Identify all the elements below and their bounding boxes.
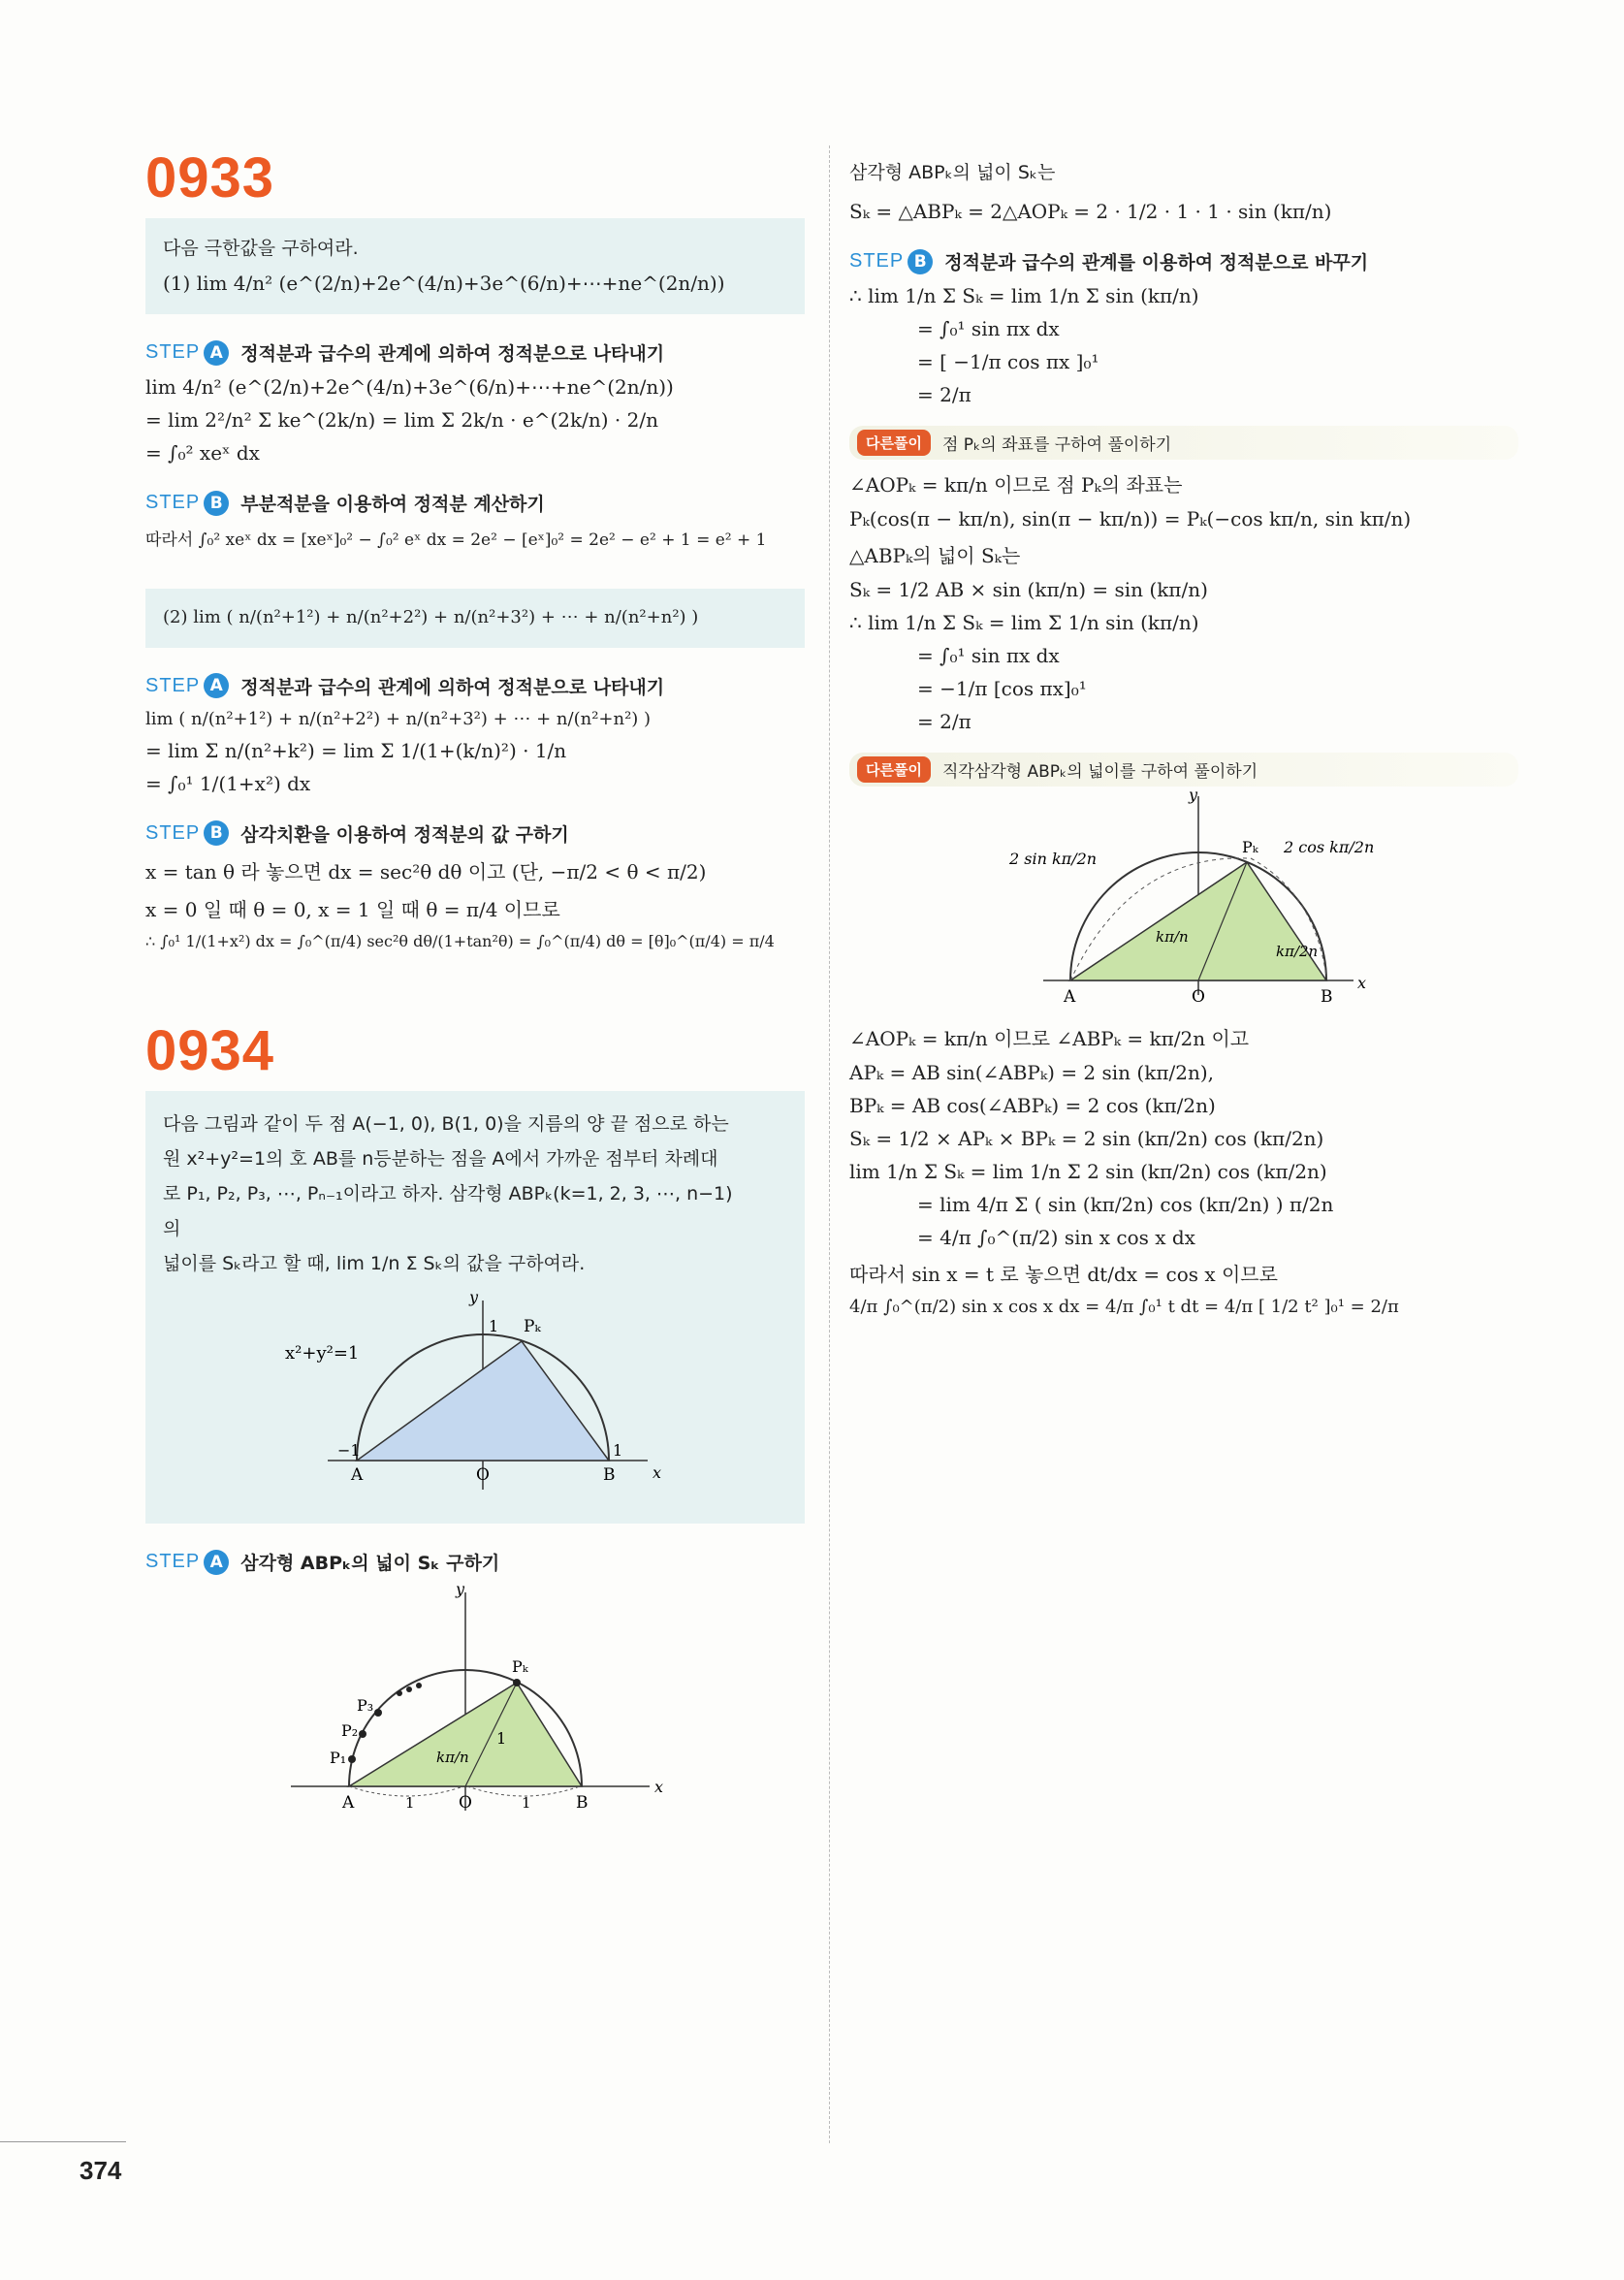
math-line: ∠AOPₖ = kπ/n 이므로 점 Pₖ의 좌표는	[849, 473, 1183, 498]
point-o-label: O	[1192, 987, 1205, 1008]
math-line: Sₖ = △ABPₖ = 2△AOPₖ = 2 · 1/2 · 1 · 1 · sin (kπ/n)	[849, 200, 1332, 224]
math-line: APₖ = AB sin(∠ABPₖ) = 2 sin (kπ/2n),	[849, 1061, 1214, 1085]
step-b-heading	[849, 248, 1518, 274]
alt-title: 직각삼각형 ABPₖ의 넓이를 구하여 풀이하기	[941, 762, 1258, 783]
step-a-badge: A	[204, 1550, 229, 1575]
math-line: 따라서 sin x = t 로 놓으면 dt/dx = cos x 이므로	[849, 1263, 1278, 1287]
dot	[416, 1683, 422, 1688]
step-label: STEP	[849, 250, 905, 273]
page-number: 374	[80, 2156, 122, 2185]
figure-semicircle-question	[163, 1281, 783, 1504]
question-text: 다음 그림과 같이 두 점 A(−1, 0), B(1, 0)을 지름의 양 끝 점으로 하는	[163, 1112, 729, 1135]
step-a-title: 정적분과 급수의 관계에 의하여 정적분으로 나타내기	[240, 343, 665, 365]
math-line: lim 1/n Σ Sₖ = lim 1/n Σ 2 sin (kπ/2n) cos (kπ/2n)	[849, 1160, 1327, 1184]
point-o-label: O	[459, 1793, 472, 1814]
point-p3	[374, 1709, 382, 1717]
math-line: Sₖ = 1/2 AB × sin (kπ/n) = sin (kπ/n)	[849, 578, 1208, 602]
step-label: STEP	[145, 341, 201, 363]
alt-tag: 다른풀이	[857, 430, 931, 456]
step-label: STEP	[145, 1551, 201, 1573]
x-label: x	[1357, 974, 1367, 993]
question-text: 의	[163, 1218, 181, 1240]
math-line: = [ −1/π cos πx ]₀¹	[917, 350, 1099, 374]
step-a-badge: A	[204, 340, 229, 366]
math-line: Pₖ(cos(π − kπ/n), sin(π − kπ/n)) = Pₖ(−cos kπ/n, sin kπ/n)	[849, 507, 1412, 531]
math-line: lim 4/n² (e^(2/n)+2e^(4/n)+3e^(6/n)+⋯+ne^(2n/n))	[145, 375, 674, 399]
math-line: = ∫₀¹ 1/(1+x²) dx	[145, 771, 311, 795]
math-line: = −1/π [cos πx]₀¹	[917, 677, 1087, 701]
step-b-heading	[145, 820, 805, 847]
step-b-badge: B	[908, 249, 933, 274]
math-line: = lim 2²/n² Σ ke^(2k/n) = lim Σ 2k/n · e^(2k/n) · 2/n	[145, 408, 658, 432]
math-line: ∴ lim 1/n Σ Sₖ = lim 1/n Σ sin (kπ/n)	[849, 284, 1199, 308]
angle-b-label: kπ/2n	[1276, 943, 1319, 961]
point-a-label: A	[1064, 987, 1076, 1008]
step-a-badge: A	[204, 673, 229, 698]
math-line: △ABPₖ의 넓이 Sₖ는	[849, 544, 1021, 568]
point-p1	[348, 1755, 356, 1763]
math-line: lim ( n/(n²+1²) + n/(n²+2²) + n/(n²+3²) + ⋯ + n/(n²+n²) )	[145, 708, 652, 729]
text-line: 삼각형 ABPₖ의 넓이 Sₖ는	[849, 162, 1056, 183]
figure-step-a	[145, 1583, 766, 1825]
neg-one-label: −1	[337, 1441, 361, 1461]
y-label: y	[469, 1288, 479, 1307]
step-a-heading	[145, 1549, 805, 1575]
right-column	[849, 155, 1518, 1327]
question-box-0933	[145, 218, 805, 314]
math-line: x = tan θ 라 놓으면 dx = sec²θ dθ 이고 (단, −π/2 < θ < π/2)	[145, 859, 707, 883]
alt-tag: 다른풀이	[857, 756, 931, 783]
math-line: = 2/π	[917, 710, 971, 734]
math-line: 따라서 ∫₀² xeˣ dx = [xeˣ]₀² − ∫₀² eˣ dx = 2e² − [eˣ]₀² = 2e² − e² + 1 = e² + 1	[145, 530, 767, 550]
math-line: = ∫₀¹ sin πx dx	[917, 317, 1060, 341]
math-line: ∴ ∫₀¹ 1/(1+x²) dx = ∫₀^(π/4) sec²θ dθ/(1+tan²θ) = ∫₀^(π/4) dθ = [θ]₀^(π/4) = π/4	[145, 931, 775, 950]
y-label: y	[456, 1583, 465, 1599]
dot	[397, 1690, 402, 1696]
step-a-title: 정적분과 급수의 관계에 의하여 정적분으로 나타내기	[240, 676, 665, 698]
point-o-label: O	[476, 1465, 490, 1486]
one-right-label: 1	[613, 1441, 623, 1461]
alt-solution-2-heading	[849, 753, 1518, 787]
math-line: ∠AOPₖ = kπ/n 이므로 ∠ABPₖ = kπ/2n 이고	[849, 1027, 1250, 1051]
math-line: = lim Σ n/(n²+k²) = lim Σ 1/(1+(k/n)²) · 1/n	[145, 738, 567, 762]
x-label: x	[654, 1778, 664, 1797]
alt-title: 점 Pₖ의 좌표를 구하여 풀이하기	[941, 435, 1172, 456]
step-b-title: 삼각치환을 이용하여 정적분의 값 구하기	[240, 823, 569, 846]
problem-number-0933: 0933	[145, 146, 275, 209]
step-b-badge: B	[204, 820, 229, 846]
math-line: = ∫₀² xeˣ dx	[145, 441, 260, 465]
alt-solution-1-heading	[849, 426, 1518, 460]
ob-length-label: 1	[522, 1794, 531, 1813]
math-line: = 2/π	[917, 383, 971, 407]
radius-label: 1	[496, 1729, 507, 1749]
point-a-label: A	[351, 1465, 364, 1486]
problem-number-0934: 0934	[145, 1018, 275, 1082]
bp-length-label: 2 cos kπ/2n	[1284, 838, 1375, 857]
step-a-heading	[145, 339, 805, 366]
circle-equation-label: x²+y²=1	[285, 1343, 360, 1365]
x-label: x	[653, 1463, 662, 1483]
question-box-0934	[145, 1091, 805, 1524]
figure-right-triangle	[849, 787, 1470, 1010]
math-line: Sₖ = 1/2 × APₖ × BPₖ = 2 sin (kπ/2n) cos (kπ/2n)	[849, 1127, 1324, 1151]
pk-label: Pₖ	[1242, 838, 1258, 857]
column-divider	[829, 145, 830, 2143]
point-pk	[513, 1679, 521, 1686]
question-text: 로 P₁, P₂, P₃, ⋯, Pₙ₋₁이라고 하자. 삼각형 ABPₖ(k=1, 2, 3, ⋯, n−1)	[163, 1182, 733, 1204]
step-b-title: 부분적분을 이용하여 정적분 계산하기	[240, 494, 545, 515]
one-label: 1	[489, 1317, 499, 1336]
p3-label: P₃	[357, 1696, 374, 1716]
math-line: x = 0 일 때 θ = 0, x = 1 일 때 θ = π/4 이므로	[145, 897, 560, 921]
step-b-badge: B	[204, 491, 229, 516]
point-b-label: B	[1321, 987, 1333, 1008]
question-1: (1) lim 4/n² (e^(2/n)+2e^(4/n)+3e^(6/n)+⋯+ne^(2n/n))	[163, 272, 725, 295]
ao-length-label: 1	[405, 1794, 415, 1813]
math-line: BPₖ = AB cos(∠ABPₖ) = 2 cos (kπ/2n)	[849, 1094, 1216, 1118]
p2-label: P₂	[341, 1721, 359, 1741]
left-column	[145, 145, 805, 1829]
y-label: y	[1189, 787, 1198, 805]
math-line: = lim 4/π Σ ( sin (kπ/2n) cos (kπ/2n) ) π/2n	[917, 1193, 1334, 1217]
step-b-heading	[145, 490, 805, 516]
question-text: 원 x²+y²=1의 호 AB를 n등분하는 점을 A에서 가까운 점부터 차례대	[163, 1147, 718, 1170]
angle-label: kπ/n	[436, 1749, 469, 1767]
p1-label: P₁	[330, 1749, 347, 1768]
point-p2	[359, 1730, 366, 1738]
question-box-2	[145, 589, 805, 648]
page-number-rule	[0, 2141, 126, 2142]
pk-label: Pₖ	[512, 1657, 528, 1677]
ap-length-label: 2 sin kπ/2n	[1009, 850, 1098, 869]
point-b-label: B	[603, 1465, 616, 1486]
central-angle-label: kπ/n	[1156, 928, 1189, 947]
math-line: 4/π ∫₀^(π/2) sin x cos x dx = 4/π ∫₀¹ t dt = 4/π [ 1/2 t² ]₀¹ = 2/π	[849, 1297, 1399, 1318]
step-b-title: 정적분과 급수의 관계를 이용하여 정적분으로 바꾸기	[944, 252, 1369, 274]
question-prompt: 다음 극한값을 구하여라.	[163, 238, 359, 259]
math-line: = 4/π ∫₀^(π/2) sin x cos x dx	[917, 1226, 1195, 1250]
step-label: STEP	[145, 492, 201, 513]
step-a-title: 삼각형 ABPₖ의 넓이 Sₖ 구하기	[240, 1553, 500, 1575]
point-pk-label: Pₖ	[524, 1317, 541, 1337]
step-label: STEP	[145, 821, 201, 844]
dot	[406, 1686, 412, 1692]
point-a-label: A	[342, 1793, 355, 1814]
math-line: ∴ lim 1/n Σ Sₖ = lim Σ 1/n sin (kπ/n)	[849, 611, 1199, 635]
question-2: (2) lim ( n/(n²+1²) + n/(n²+2²) + n/(n²+3²) + ⋯ + n/(n²+n²) )	[163, 607, 699, 627]
math-line: = ∫₀¹ sin πx dx	[917, 644, 1060, 668]
question-text: 넓이를 Sₖ라고 할 때, lim 1/n Σ Sₖ의 값을 구하여라.	[163, 1253, 586, 1275]
point-b-label: B	[576, 1793, 589, 1814]
step-a-heading	[145, 673, 805, 699]
step-label: STEP	[145, 674, 201, 696]
